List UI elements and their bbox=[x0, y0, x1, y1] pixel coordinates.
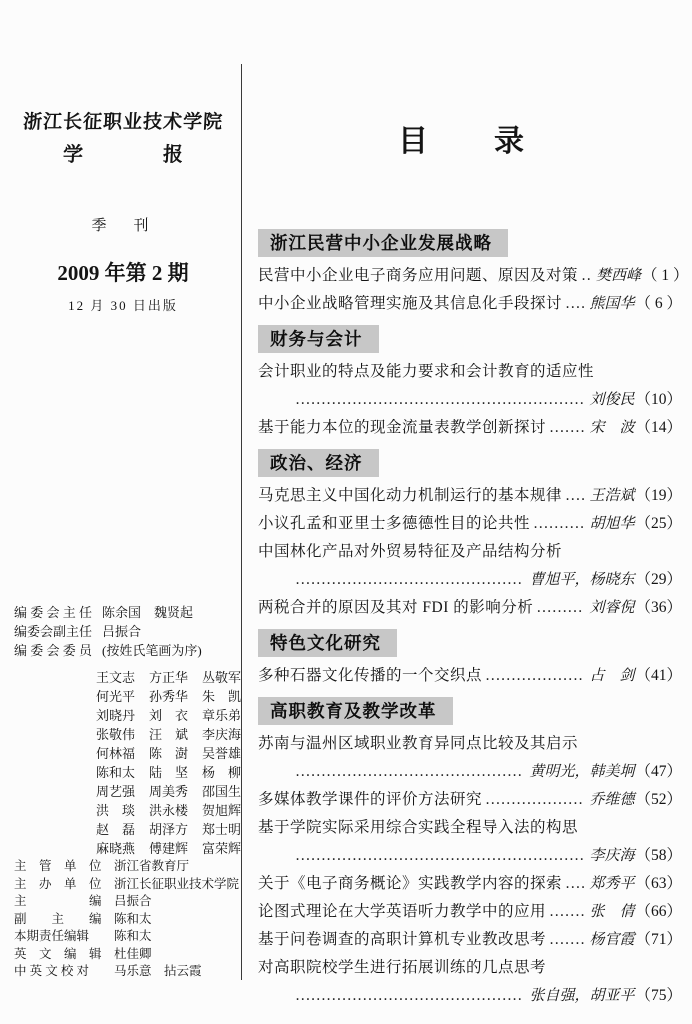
editorial-role-label: 编 委 会 委 员 bbox=[14, 643, 93, 658]
article-title: 民营中小企业电子商务应用问题、原因及对策 bbox=[258, 267, 579, 284]
committee-member-name: 洪 琰 bbox=[96, 803, 136, 818]
journal-name-line2: 学 报 bbox=[62, 144, 184, 166]
article-title: 关于《电子商务概论》实践教学内容的探索 bbox=[258, 875, 563, 892]
article-title: 多种石器文化传播的一个交织点 bbox=[258, 667, 483, 684]
article-author: 张自强，胡亚平 bbox=[529, 988, 635, 1004]
committee-member-name: 陈 澍 bbox=[148, 746, 188, 761]
committee-member-name: 郑士明 bbox=[201, 822, 241, 837]
article-title: 小议孔孟和亚里士多德德性目的论共性 bbox=[258, 515, 531, 532]
toc-entry-line bbox=[258, 262, 689, 290]
editorial-role-label: 编委会副主任 bbox=[14, 624, 93, 639]
committee-member-name: 周艺强 bbox=[96, 784, 136, 799]
column-divider-line bbox=[241, 64, 242, 980]
article-title: 基于问卷调查的高职计算机专业教改思考 bbox=[258, 931, 547, 948]
toc-entry-leader-line bbox=[258, 842, 682, 870]
editorial-role-names: 陈余国 魏贤起 bbox=[102, 605, 194, 620]
toc-entry bbox=[258, 414, 682, 442]
article-author: 樊西峰 bbox=[596, 268, 642, 284]
toc-entry-line bbox=[258, 898, 682, 926]
article-page-number: （ 1 ） bbox=[642, 267, 689, 284]
article-page-number: （10） bbox=[635, 391, 682, 408]
article-author: 刘俊民 bbox=[589, 392, 635, 408]
toc-section bbox=[258, 442, 682, 622]
staff-role-names: 陈和太 bbox=[114, 911, 152, 926]
toc-entry bbox=[258, 730, 682, 786]
toc-entry bbox=[258, 870, 682, 898]
committee-member-name: 张敬伟 bbox=[96, 727, 136, 742]
dot-leader bbox=[295, 566, 524, 594]
staff-row bbox=[14, 858, 240, 876]
article-page-number: （63） bbox=[635, 875, 682, 892]
committee-member-name: 陆 坚 bbox=[148, 765, 188, 780]
committee-member-name: 胡泽方 bbox=[148, 822, 188, 837]
toc-section bbox=[258, 318, 682, 442]
article-author: 宋 波 bbox=[589, 420, 635, 436]
toc-entry bbox=[258, 954, 682, 1010]
article-author: 胡旭华 bbox=[589, 516, 635, 532]
toc-entry bbox=[258, 290, 682, 318]
committee-name-row bbox=[96, 763, 241, 782]
committee-name-row bbox=[96, 668, 241, 687]
toc-section bbox=[258, 222, 689, 318]
article-title: 基于学院实际采用综合实践全程导入法的构思 bbox=[258, 819, 579, 836]
dot-leader bbox=[295, 842, 584, 870]
committee-member-name: 洪永楼 bbox=[148, 803, 188, 818]
toc-section-header: 特色文化研究 bbox=[258, 629, 397, 657]
committee-name-row bbox=[96, 744, 241, 763]
toc-entry bbox=[258, 510, 682, 538]
toc-section-header: 高职教育及教学改革 bbox=[258, 697, 453, 725]
journal-staff-block bbox=[14, 858, 240, 981]
toc-entry-line bbox=[258, 870, 682, 898]
committee-member-name: 汪 斌 bbox=[148, 727, 188, 742]
dot-leader bbox=[549, 898, 584, 926]
committee-member-name: 孙秀华 bbox=[148, 689, 188, 704]
committee-name-row bbox=[96, 725, 241, 744]
committee-member-name: 贺旭辉 bbox=[201, 803, 241, 818]
committee-name-row bbox=[96, 839, 241, 858]
staff-role-names: 浙江长征职业技术学院 bbox=[114, 876, 240, 891]
article-title: 马克思主义中国化动力机制运行的基本规律 bbox=[258, 487, 563, 504]
journal-pub-date: 12 月 30 日出版 bbox=[68, 298, 178, 313]
staff-role-names: 浙江省教育厅 bbox=[114, 859, 190, 873]
dot-leader bbox=[485, 662, 584, 690]
committee-name-row bbox=[96, 782, 241, 801]
toc-title: 目 录 bbox=[398, 125, 542, 158]
staff-row bbox=[14, 876, 240, 894]
toc-section-header: 财务与会计 bbox=[258, 325, 379, 353]
dot-leader bbox=[549, 414, 584, 442]
committee-member-name: 杨 柳 bbox=[201, 765, 241, 780]
dot-leader bbox=[549, 926, 584, 954]
toc-entry-line bbox=[258, 594, 682, 622]
article-author: 郑秀平 bbox=[589, 876, 635, 892]
committee-member-name: 吴誉雄 bbox=[201, 746, 241, 761]
article-author: 王浩斌 bbox=[589, 488, 635, 504]
toc-section-header: 浙江民营中小企业发展战略 bbox=[258, 229, 508, 257]
committee-name-row bbox=[96, 706, 241, 725]
editorial-role-label: 编 委 会 主 任 bbox=[14, 605, 93, 620]
article-author: 张 倩 bbox=[589, 904, 635, 920]
article-page-number: （36） bbox=[635, 599, 682, 616]
editorial-board-row bbox=[14, 622, 238, 641]
article-title: 中国林化产品对外贸易特征及产品结构分析 bbox=[258, 543, 563, 560]
article-author: 刘睿倪 bbox=[589, 600, 635, 616]
staff-role-names: 马乐意 拈云霞 bbox=[114, 964, 202, 978]
journal-issue: 2009 年第 2 期 bbox=[57, 261, 189, 285]
committee-member-name: 王文志 bbox=[96, 670, 136, 685]
article-author: 乔维德 bbox=[589, 792, 635, 808]
staff-row bbox=[14, 928, 240, 946]
dot-leader bbox=[565, 290, 584, 318]
toc-entry bbox=[258, 814, 682, 870]
toc-entry bbox=[258, 538, 682, 594]
toc-entry-line bbox=[258, 786, 682, 814]
article-author: 曹旭平，杨晓东 bbox=[529, 572, 635, 588]
toc-entry bbox=[258, 262, 689, 290]
article-page-number: （66） bbox=[635, 903, 682, 920]
committee-member-name: 丛敬军 bbox=[201, 670, 241, 685]
toc-entry-line bbox=[258, 662, 682, 690]
dot-leader bbox=[565, 482, 584, 510]
staff-role-names: 陈和太 bbox=[114, 929, 152, 943]
toc-entry bbox=[258, 786, 682, 814]
staff-row bbox=[14, 893, 240, 911]
staff-row bbox=[14, 963, 240, 981]
committee-member-name: 方正华 bbox=[148, 670, 188, 685]
dot-leader bbox=[295, 758, 524, 786]
article-author: 熊国华 bbox=[589, 296, 635, 312]
editorial-role-names: (按姓氏笔画为序) bbox=[102, 643, 202, 658]
dot-leader bbox=[581, 262, 591, 290]
staff-row bbox=[14, 946, 240, 964]
article-title: 中小企业战略管理实施及其信息化手段探讨 bbox=[258, 295, 563, 312]
staff-role-label: 主 办 单 位 bbox=[14, 876, 102, 891]
staff-row bbox=[14, 911, 240, 929]
dot-leader bbox=[533, 510, 584, 538]
toc-section-header: 政治、经济 bbox=[258, 449, 379, 477]
toc-entry bbox=[258, 926, 682, 954]
article-title: 论图式理论在大学英语听力教学中的应用 bbox=[258, 903, 547, 920]
toc-entry-leader-line bbox=[258, 758, 682, 786]
table-of-contents bbox=[258, 108, 689, 1010]
committee-name-row bbox=[96, 801, 241, 820]
toc-entry bbox=[258, 482, 682, 510]
toc-entry-line bbox=[258, 482, 682, 510]
committee-name-row bbox=[96, 820, 241, 839]
article-author: 李庆海 bbox=[589, 848, 635, 864]
staff-role-label: 英 文 编 辑 bbox=[14, 946, 102, 961]
article-page-number: （71） bbox=[635, 931, 682, 948]
staff-role-label: 主 管 单 位 bbox=[14, 859, 102, 873]
article-author: 黄明光，韩美坰 bbox=[529, 764, 635, 780]
article-title: 多媒体教学课件的评价方法研究 bbox=[258, 791, 483, 808]
article-page-number: （75） bbox=[635, 987, 682, 1004]
editorial-committee-names bbox=[96, 668, 241, 858]
article-title: 对高职院校学生进行拓展训练的几点思考 bbox=[258, 959, 547, 976]
toc-entry bbox=[258, 898, 682, 926]
staff-role-label: 副 主 编 bbox=[14, 911, 102, 926]
toc-entry-leader-line bbox=[258, 566, 682, 594]
journal-name-line1: 浙江长征职业技术学院 bbox=[22, 112, 224, 133]
committee-name-row bbox=[96, 687, 241, 706]
journal-masthead bbox=[12, 108, 234, 314]
article-title: 两税合并的原因及其对 FDI 的影响分析 bbox=[258, 599, 534, 616]
toc-entry-line bbox=[258, 926, 682, 954]
committee-member-name: 麻晓燕 bbox=[96, 841, 136, 856]
editorial-board-row bbox=[14, 603, 238, 622]
editorial-role-names: 吕振合 bbox=[102, 624, 142, 639]
journal-frequency: 季 刊 bbox=[91, 218, 155, 234]
toc-entry bbox=[258, 594, 682, 622]
staff-role-names: 吕振合 bbox=[114, 894, 152, 908]
staff-role-label: 中 英 文 校 对 bbox=[14, 964, 90, 978]
toc-entry bbox=[258, 662, 682, 690]
committee-member-name: 李庆海 bbox=[201, 727, 241, 742]
committee-member-name: 朱 凯 bbox=[201, 689, 241, 704]
article-page-number: （52） bbox=[635, 791, 682, 808]
staff-role-label: 本期责任编辑 bbox=[14, 929, 90, 943]
toc-entry-leader-line bbox=[258, 982, 682, 1010]
committee-member-name: 刘晓丹 bbox=[96, 708, 136, 723]
committee-member-name: 傅建辉 bbox=[148, 841, 188, 856]
dot-leader bbox=[295, 386, 584, 414]
article-title: 苏南与温州区域职业教育异同点比较及其启示 bbox=[258, 735, 579, 752]
dot-leader bbox=[485, 786, 584, 814]
article-page-number: （ 6 ） bbox=[635, 295, 682, 312]
committee-member-name: 章乐弟 bbox=[201, 708, 241, 723]
committee-member-name: 陈和太 bbox=[96, 765, 136, 780]
article-author: 杨官霞 bbox=[589, 932, 635, 948]
article-title: 会计职业的特点及能力要求和会计教育的适应性 bbox=[258, 363, 595, 380]
committee-member-name: 刘 衣 bbox=[148, 708, 188, 723]
committee-member-name: 何林福 bbox=[96, 746, 136, 761]
article-page-number: （19） bbox=[635, 487, 682, 504]
article-page-number: （58） bbox=[635, 847, 682, 864]
committee-member-name: 赵 磊 bbox=[96, 822, 136, 837]
toc-entry-leader-line bbox=[258, 386, 682, 414]
dot-leader bbox=[536, 594, 584, 622]
editorial-board-block bbox=[14, 603, 238, 660]
article-page-number: （41） bbox=[635, 667, 682, 684]
toc-entry bbox=[258, 358, 682, 414]
toc-entry-line bbox=[258, 414, 682, 442]
editorial-board-row bbox=[14, 641, 238, 660]
dot-leader bbox=[295, 982, 524, 1010]
toc-section bbox=[258, 690, 682, 1010]
toc-sections bbox=[258, 222, 689, 1010]
staff-role-names: 杜佳卿 bbox=[114, 946, 152, 961]
toc-entry-line bbox=[258, 510, 682, 538]
article-page-number: （47） bbox=[635, 763, 682, 780]
article-page-number: （14） bbox=[635, 419, 682, 436]
article-title: 基于能力本位的现金流量表教学创新探讨 bbox=[258, 419, 547, 436]
committee-member-name: 邵国生 bbox=[201, 784, 241, 799]
toc-entry-line bbox=[258, 290, 682, 318]
committee-member-name: 何光平 bbox=[96, 689, 136, 704]
dot-leader bbox=[565, 870, 584, 898]
article-author: 占 剑 bbox=[589, 668, 635, 684]
article-page-number: （25） bbox=[635, 515, 682, 532]
toc-section bbox=[258, 622, 682, 690]
article-page-number: （29） bbox=[635, 571, 682, 588]
committee-member-name: 富荣辉 bbox=[201, 841, 241, 856]
staff-role-label: 主 编 bbox=[14, 894, 102, 908]
committee-member-name: 周美秀 bbox=[148, 784, 188, 799]
